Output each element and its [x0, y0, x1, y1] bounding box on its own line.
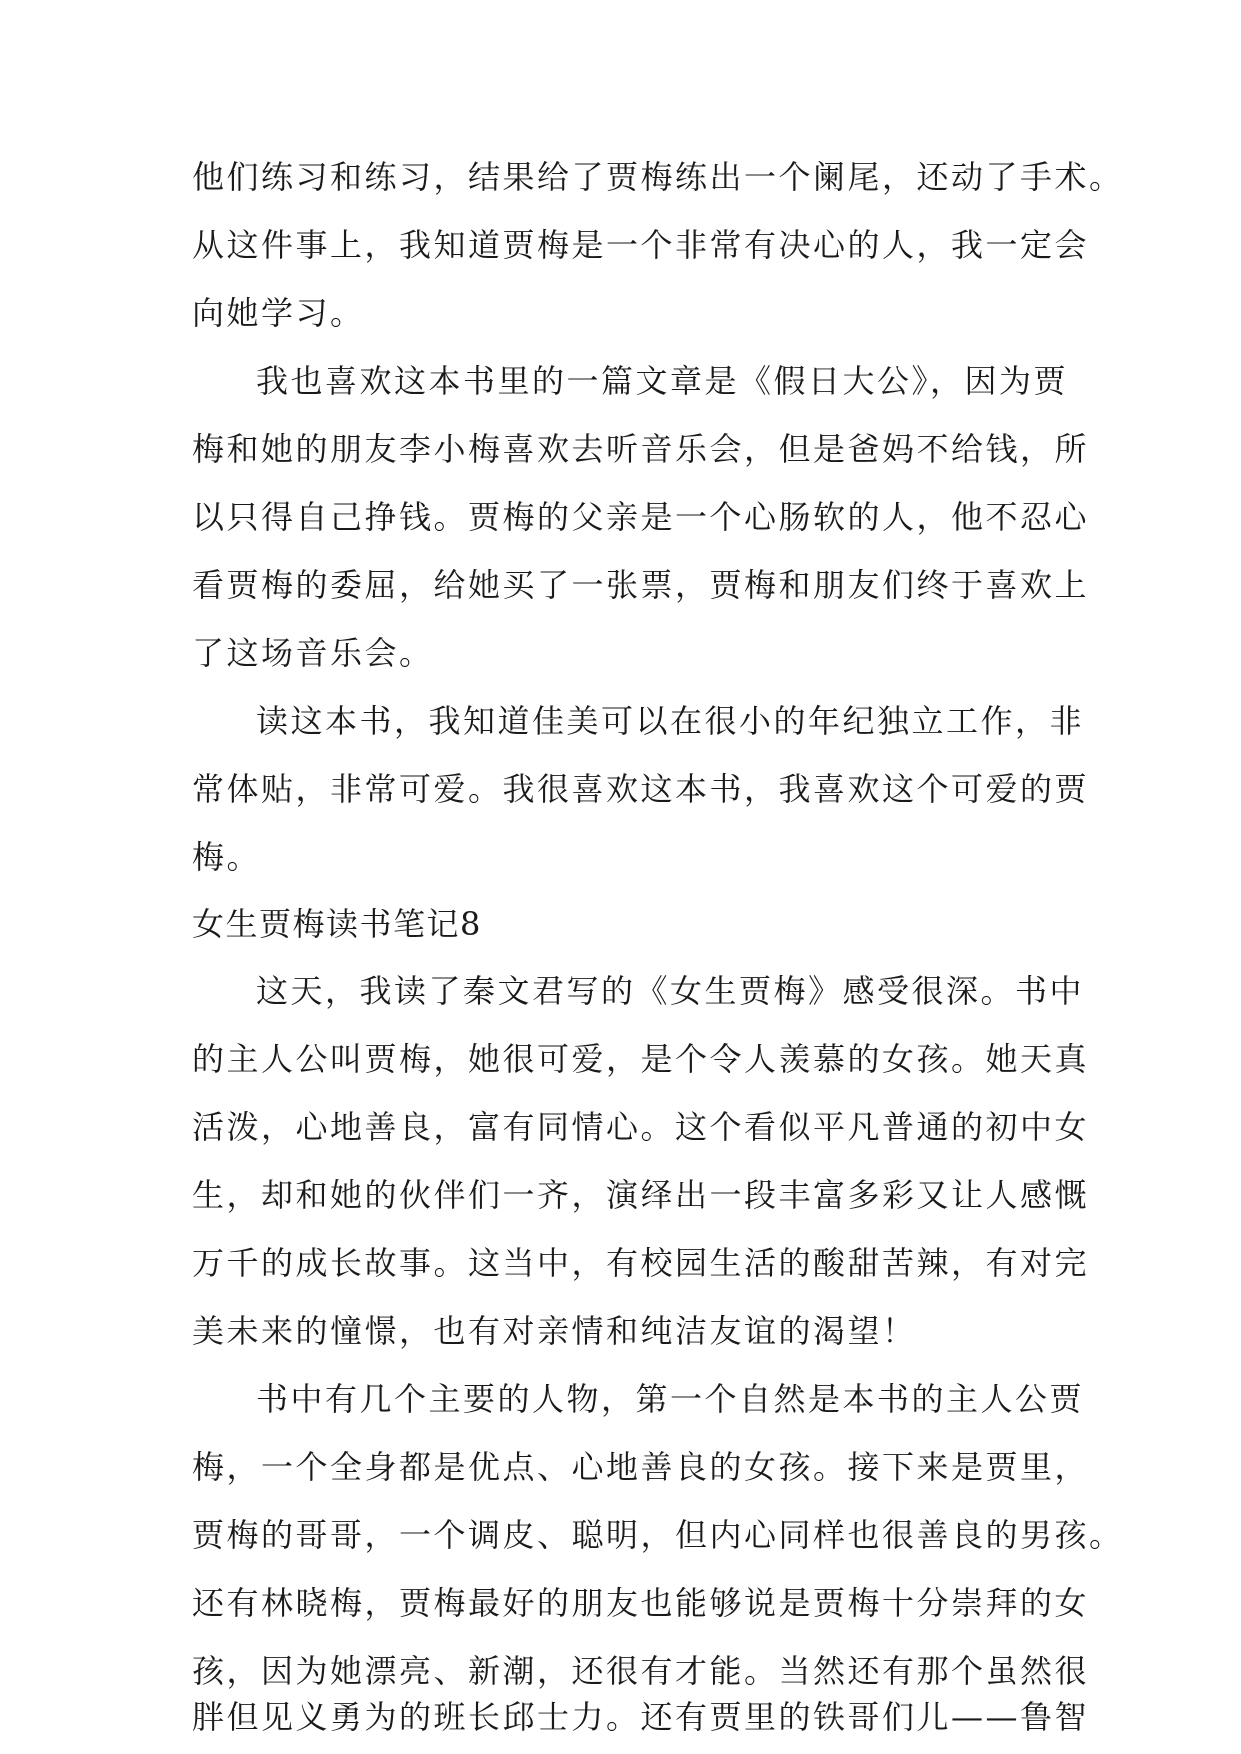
text-line: 美未来的憧憬，也有对亲情和纯洁友谊的渴望！: [192, 1312, 917, 1350]
text-line: 梅。: [192, 838, 262, 876]
section-heading: 女生贾梅读书笔记8: [192, 905, 482, 943]
text-line: 梅和她的朋友李小梅喜欢去听音乐会，但是爸妈不给钱，所: [192, 430, 1090, 468]
text-line: 从这件事上，我知道贾梅是一个非常有决心的人，我一定会: [192, 226, 1090, 264]
text-line: 还有林晓梅，贾梅最好的朋友也能够说是贾梅十分崇拜的女: [192, 1584, 1090, 1622]
text-line: 贾梅的哥哥，一个调皮、聪明，但内心同样也很善良的男孩。: [192, 1516, 1124, 1554]
paragraph-first-line: 我也喜欢这本书里的一篇文章是《假日大公》，因为贾: [256, 362, 1069, 400]
text-line: 他们练习和练习，结果给了贾梅练出一个阑尾，还动了手术。: [192, 158, 1124, 196]
text-line: 孩，因为她漂亮、新潮，还很有才能。当然还有那个虽然很: [192, 1652, 1090, 1690]
text-line: 胖但见义勇为的班长邱士力。还有贾里的铁哥们儿——鲁智: [192, 1698, 1090, 1736]
text-line: 万千的成长故事。这当中，有校园生活的酸甜苦辣，有对完: [192, 1244, 1090, 1282]
text-line: 向她学习。: [192, 294, 365, 332]
text-line: 了这场音乐会。: [192, 634, 434, 672]
text-line: 看贾梅的委屈，给她买了一张票，贾梅和朋友们终于喜欢上: [192, 566, 1090, 604]
paragraph-first-line: 这天，我读了秦文君写的《女生贾梅》感受很深。书中: [256, 972, 1085, 1010]
text-line: 生，却和她的伙伴们一齐，演绎出一段丰富多彩又让人感慨: [192, 1176, 1090, 1214]
text-line: 的主人公叫贾梅，她很可爱，是个令人羡慕的女孩。她天真: [192, 1040, 1090, 1078]
text-line: 梅，一个全身都是优点、心地善良的女孩。接下来是贾里，: [192, 1448, 1090, 1486]
text-line: 以只得自己挣钱。贾梅的父亲是一个心肠软的人，他不忍心: [192, 498, 1090, 536]
paragraph-first-line: 书中有几个主要的人物，第一个自然是本书的主人公贾: [256, 1380, 1085, 1418]
text-line: 常体贴，非常可爱。我很喜欢这本书，我喜欢这个可爱的贾: [192, 770, 1090, 808]
paragraph-first-line: 读这本书，我知道佳美可以在很小的年纪独立工作，非: [256, 702, 1085, 740]
text-line: 活泼，心地善良，富有同情心。这个看似平凡普通的初中女: [192, 1108, 1090, 1146]
